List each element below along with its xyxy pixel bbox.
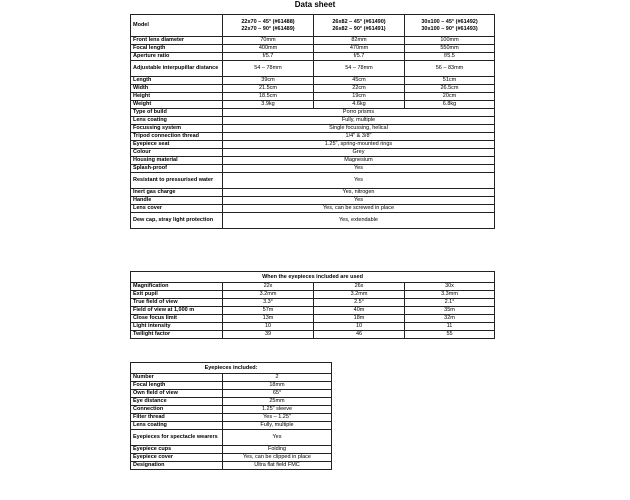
table-row: Connection 1.25" sleeve — [131, 406, 332, 414]
model-label: Model — [131, 15, 223, 37]
table-row: Tripod connection thread 1/4" & 3/8" — [131, 133, 495, 141]
table-row: Focussing system Single focussing, helical — [131, 125, 495, 133]
table-row — [131, 272, 495, 283]
table-row: Front lens diameter 70mm 82mm 100mm — [131, 37, 495, 45]
eyepiece-use-table — [130, 271, 495, 339]
table-row: Dew cap, stray light protection Yes, extendable — [131, 213, 495, 229]
table-caption: Eyepieces included: — [131, 363, 332, 374]
table-row: Housing material Magnesium — [131, 157, 495, 165]
table-row: Eyepieces for spectacle wearers Yes — [131, 430, 332, 446]
table-row: Lens coating Fully, multiple — [131, 117, 495, 125]
table-row: Adjustable interpupillar distance 54 – 78mm 54 – 78mm 56 – 83mm — [131, 61, 495, 77]
table-row: Close focus limit 13m 18m 32m — [131, 315, 495, 323]
model-column-header: 22x70 – 45° (#61488) 22x70 – 90° (#61489) — [223, 15, 314, 37]
table-row: Eyepiece seat 1.25", spring-mounted rings — [131, 141, 495, 149]
models-table — [130, 14, 495, 229]
table-row: Exit pupil 3.2mm 3.2mm 3.3mm — [131, 291, 495, 299]
table-row: Type of build Porro prisms — [131, 109, 495, 117]
table-row: Splash-proof Yes — [131, 165, 495, 173]
table-row: Lens coating Fully, multiple — [131, 422, 332, 430]
table-row: Eyepiece cups Folding — [131, 446, 332, 454]
table-row: Light intensity 10 10 11 — [131, 323, 495, 331]
table-row: Eyepiece cover Yes, can be clipped in place — [131, 454, 332, 462]
model-column-header: 30x100 – 45° (#61492) 30x100 – 90° (#61493) — [405, 15, 495, 37]
table-row: Focal length 18mm — [131, 382, 332, 390]
table-row: Focal length 400mm 470mm 550mm — [131, 45, 495, 53]
eyepieces-table — [130, 362, 332, 470]
table-row: Twilight factor 39 46 55 — [131, 331, 495, 339]
table-row: Eye distance 25mm — [131, 398, 332, 406]
table-row: Aperture ratio f/5.7 f/5.7 f/5.5 — [131, 53, 495, 61]
table-row: Designation Ultra flat field FMC — [131, 462, 332, 470]
table-row: Resistant to pressurised water Yes — [131, 173, 495, 189]
table-row: Inert gas charge Yes, nitrogen — [131, 189, 495, 197]
table-row: Field of view at 1,000 m 57m 40m 35m — [131, 307, 495, 315]
table-row: Height 18.5cm 19cm 20cm — [131, 93, 495, 101]
model-column-header: 26x82 – 45° (#61490) 26x82 – 90° (#61491) — [314, 15, 405, 37]
table-row — [131, 363, 332, 374]
table-row: Own field of view 65° — [131, 390, 332, 398]
table-row: Filter thread Yes – 1.25" — [131, 414, 332, 422]
table-row: Length 39cm 45cm 51cm — [131, 77, 495, 85]
page-title: Data sheet — [294, 0, 336, 9]
table-row: Magnification 22x 26x 30x — [131, 283, 495, 291]
table-row: Width 21.5cm 22cm 26.5cm — [131, 85, 495, 93]
table-row: Colour Grey — [131, 149, 495, 157]
table-caption: When the eyepieces included are used — [131, 272, 495, 283]
table-row — [131, 15, 495, 37]
table-row: Number 2 — [131, 374, 332, 382]
table-row: Lens cover Yes, can be screwed in place — [131, 205, 495, 213]
table-row: Weight 3.9kg 4.6kg 6.8kg — [131, 101, 495, 109]
table-row: Handle Yes — [131, 197, 495, 205]
table-row: True field of view 3.3° 2.5° 2.1° — [131, 299, 495, 307]
